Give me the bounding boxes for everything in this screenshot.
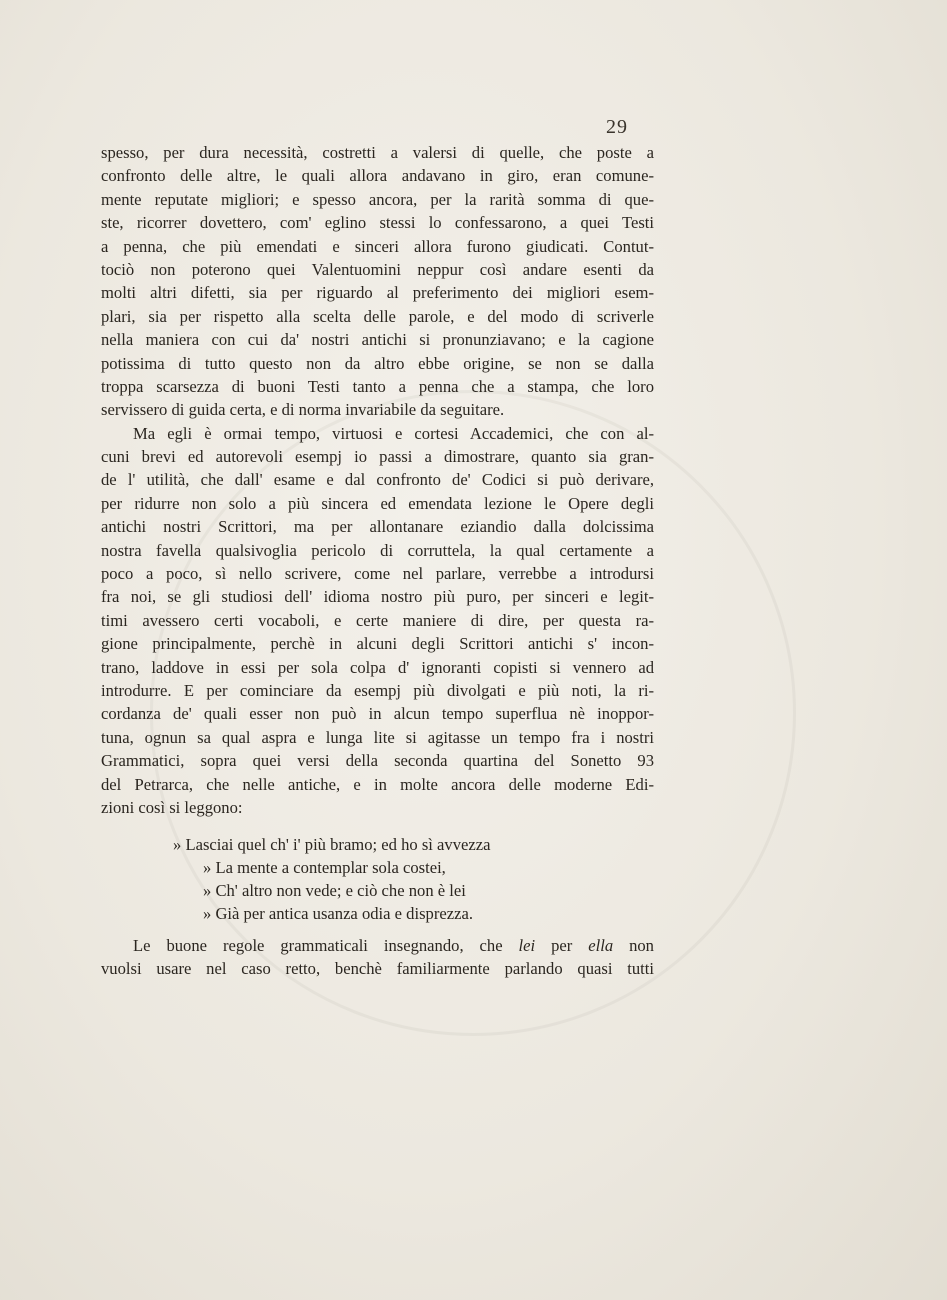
text-line: de l' utilità, che dall' esame e dal confronto de' Codici si può derivare, [101,470,654,490]
verse-line: » La mente a contemplar sola costei, [203,858,446,877]
text-line: zioni così si leggono: [101,797,243,817]
text-line: tociò non poterono quei Valentuomini neppur così andare esenti da [101,259,654,279]
text-segment: per [551,936,573,955]
text-line: timi avessero certi vocaboli, e certe maniere di dire, per questa ra- [101,610,654,630]
text-line: Grammatici, sopra quei versi della seconda quartina del Sonetto 93 [101,751,654,771]
text-line: introdurre. E per cominciare da esempj più divolgati e più noti, la ri- [101,680,654,700]
text-line [101,934,654,957]
closing-text [101,934,654,981]
text-line: antichi nostri Scrittori, ma per allontanare eziandio dalla dolcissima [101,517,654,537]
page-number: 29 [606,116,628,138]
text-line: nella maniera con cui da' nostri antichi si pronunziavano; e la cagione [101,330,654,350]
text-line: spesso, per dura necessità, costretti a valersi di quelle, che poste a [101,143,654,162]
text-line: gione principalmente, perchè in alcuni degli Scrittori antichi s' incon- [101,634,654,654]
text-line: mente reputate migliori; e spesso ancora, per la rarità somma di que- [101,189,654,209]
italic-word: ella [588,936,614,955]
text-line: nostra favella qualsivoglia pericolo di corruttela, la qual certamente a [101,540,654,560]
text-line: tuna, ognun sa qual aspra e lunga lite si agitasse un tempo fra i nostri [101,727,654,747]
text-line: vuolsi usare nel caso retto, benchè familiarmente parlando quasi tutti [101,959,654,979]
text-line: plari, sia per rispetto alla scelta delle parole, e del modo di scriverle [101,306,654,326]
text-line: potissima di tutto questo non da altro ebbe origine, se non se dalla [101,353,654,373]
text-line: cuni brevi ed autorevoli esempj io passi a dimostrare, quanto sia gran- [101,447,654,467]
text-line: Ma egli è ormai tempo, virtuosi e cortesi Accademici, che con al- [133,423,654,443]
text-line: per ridurre non solo a più sincera ed emendata lezione le Opere degli [101,493,654,513]
text-line: a penna, che più emendati e sinceri allora furono giudicati. Contut- [101,236,654,256]
text-line: servissero di guida certa, e di norma invariabile da seguitare. [101,400,505,420]
main-text [101,141,654,819]
text-line: poco a poco, sì nello scrivere, come nel parlare, verrebbe a introdursi [101,564,654,584]
text-line: confronto delle altre, le quali allora andavano in giro, eran comune- [101,166,654,186]
text-line: molti altri difetti, sia per riguardo al preferimento dei migliori esem- [101,283,654,303]
text-line: fra noi, se gli studiosi dell' idioma nostro più puro, per sinceri e legit- [101,587,654,607]
italic-word: lei [518,936,536,955]
text-line: cordanza de' quali esser non può in alcun tempo superflua nè inoppor- [101,704,654,724]
text-segment: non [629,936,654,955]
text-segment: Le buone regole grammaticali insegnando, che [133,936,503,955]
verse-line: » Lasciai quel ch' i' più bramo; ed ho sì avvezza [173,835,491,854]
verse-line: » Già per antica usanza odia e disprezza. [203,904,473,923]
text-line: ste, ricorrer dovettero, com' eglino stessi lo confessarono, a quei Testi [101,213,654,233]
verse-line: » Ch' altro non vede; e ciò che non è lei [203,881,466,900]
text-line: del Petrarca, che nelle antiche, e in molte ancora delle moderne Edi- [101,774,654,794]
text-line: troppa scarsezza di buoni Testi tanto a penna che a stampa, che loro [101,376,654,396]
text-line: trano, laddove in essi per sola colpa d' ignoranti copisti si vennero ad [101,657,654,677]
